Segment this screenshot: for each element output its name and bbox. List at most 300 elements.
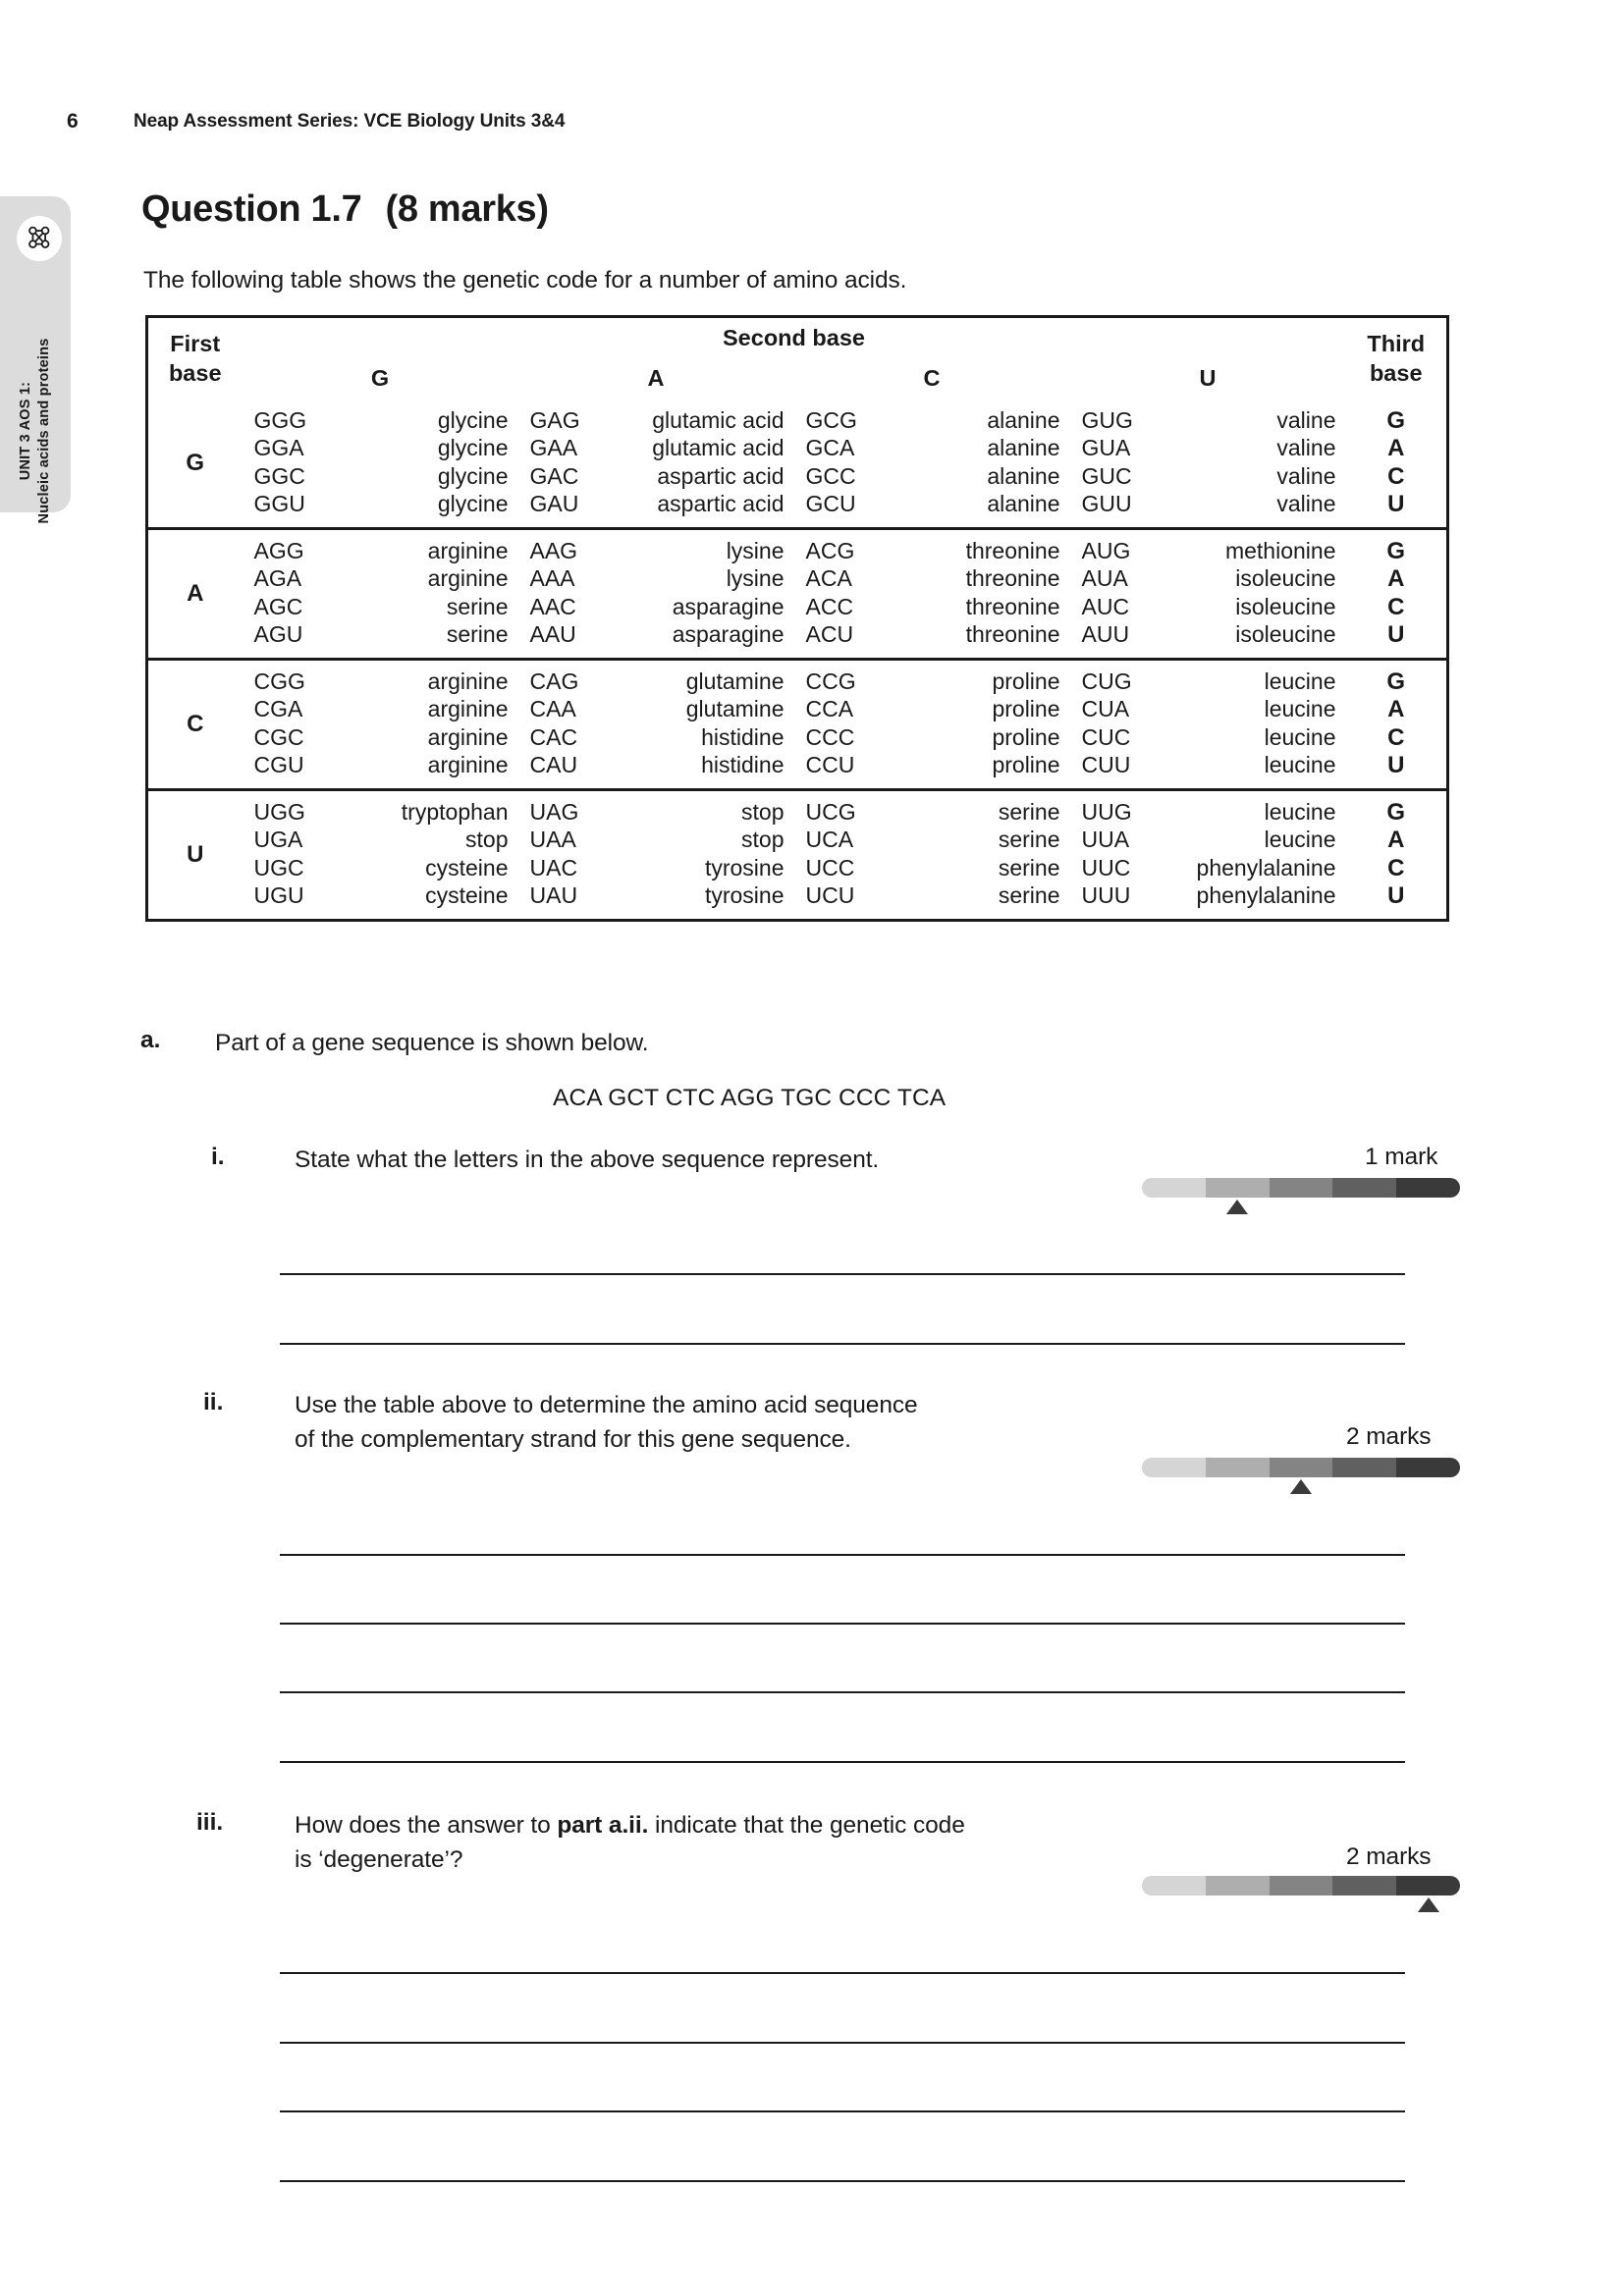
amino-acid-name: serine bbox=[998, 882, 1060, 908]
codon-triplet: GGG bbox=[253, 406, 307, 433]
codon-triplet: GUC bbox=[1081, 462, 1132, 489]
codon-entry bbox=[1070, 724, 1346, 753]
answer-line[interactable] bbox=[280, 1273, 1405, 1275]
codon-entry bbox=[243, 752, 518, 780]
third-base-value: U bbox=[1387, 621, 1405, 648]
difficulty-segment-2 bbox=[1206, 1458, 1270, 1477]
amino-acid-name: arginine bbox=[427, 696, 509, 721]
codon-group-cell bbox=[1070, 528, 1346, 659]
codon-triplet: CUU bbox=[1081, 752, 1131, 777]
codon-entry bbox=[518, 668, 794, 697]
amino-acid-name: glycine bbox=[437, 491, 509, 516]
part-a-letter: a. bbox=[140, 1027, 161, 1053]
codon-triplet: UGC bbox=[253, 854, 304, 881]
codon-triplet: GUG bbox=[1081, 406, 1133, 433]
part-aiii-marks: 2 marks bbox=[1346, 1843, 1432, 1870]
amino-acid-name: proline bbox=[992, 723, 1060, 750]
codon-triplet: GGA bbox=[253, 435, 304, 460]
amino-acid-name: leucine bbox=[1264, 752, 1336, 777]
codon-group-cell bbox=[518, 528, 794, 659]
part-aiii-text-line1 bbox=[295, 1809, 965, 1842]
codon-entry bbox=[243, 855, 518, 883]
codon-triplet: UAA bbox=[529, 827, 576, 852]
codon-triplet: CAG bbox=[529, 667, 579, 694]
codon-triplet: GAG bbox=[529, 406, 580, 433]
amino-acid-name: arginine bbox=[427, 537, 509, 563]
answer-line[interactable] bbox=[280, 1972, 1405, 1974]
codon-entry bbox=[518, 463, 794, 492]
part-aiii-text-b: indicate that the genetic code bbox=[648, 1812, 965, 1839]
header-col-A: A bbox=[647, 365, 665, 391]
codon-triplet: ACU bbox=[805, 621, 854, 647]
header-first-base bbox=[147, 317, 243, 400]
answer-line[interactable] bbox=[280, 2110, 1405, 2112]
third-base-value: G bbox=[1386, 798, 1406, 826]
codon-entry bbox=[243, 724, 518, 753]
amino-acid-name: asparagine bbox=[672, 621, 785, 647]
codon-triplet: CGU bbox=[253, 752, 304, 777]
amino-acid-name: proline bbox=[992, 667, 1060, 694]
amino-acid-name: leucine bbox=[1264, 667, 1336, 694]
amino-acid-name: lysine bbox=[726, 537, 785, 563]
codon-triplet: CGA bbox=[253, 696, 303, 721]
amino-acid-name: aspartic acid bbox=[657, 491, 785, 516]
difficulty-segment-5 bbox=[1396, 1178, 1460, 1198]
answer-line[interactable] bbox=[280, 1691, 1405, 1693]
codon-triplet: AUA bbox=[1081, 565, 1128, 591]
amino-acid-name: valine bbox=[1276, 491, 1336, 516]
amino-acid-name: tyrosine bbox=[704, 854, 785, 881]
answer-line[interactable] bbox=[280, 2180, 1405, 2182]
codon-entry bbox=[1070, 752, 1346, 780]
codon-group-cell bbox=[518, 659, 794, 789]
amino-acid-name: lysine bbox=[726, 565, 785, 591]
part-ai-difficulty-bar bbox=[1142, 1178, 1460, 1198]
amino-acid-name: arginine bbox=[427, 752, 509, 777]
codon-entry bbox=[243, 463, 518, 492]
table-row bbox=[147, 528, 1448, 659]
codon-triplet: GGC bbox=[253, 462, 305, 489]
part-ai-difficulty-marker bbox=[1226, 1200, 1248, 1214]
amino-acid-name: glutamine bbox=[685, 667, 785, 694]
codon-entry bbox=[794, 594, 1070, 622]
difficulty-segment-3 bbox=[1270, 1458, 1333, 1477]
side-tab-line-1: UNIT 3 AOS 1: bbox=[18, 381, 33, 481]
header-col-G: G bbox=[370, 365, 390, 391]
codon-group-cell bbox=[794, 659, 1070, 789]
amino-acid-name: isoleucine bbox=[1235, 593, 1336, 619]
codon-triplet: GUU bbox=[1081, 491, 1132, 516]
genetic-code-table bbox=[145, 315, 1449, 922]
codon-entry bbox=[518, 594, 794, 622]
codon-triplet: GUA bbox=[1081, 435, 1131, 460]
amino-acid-name: glycine bbox=[437, 406, 509, 433]
amino-acid-name: leucine bbox=[1264, 696, 1336, 721]
codon-triplet: GAU bbox=[529, 491, 579, 516]
amino-acid-name: isoleucine bbox=[1235, 621, 1336, 647]
amino-acid-name: serine bbox=[998, 827, 1060, 852]
header-second-base: Second base bbox=[723, 324, 865, 350]
codon-entry bbox=[794, 696, 1070, 724]
codon-triplet: AAC bbox=[529, 593, 576, 619]
codon-entry bbox=[794, 724, 1070, 753]
amino-acid-name: serine bbox=[998, 798, 1060, 825]
codon-entry bbox=[794, 491, 1070, 519]
codon-group-cell bbox=[243, 400, 518, 529]
codon-triplet: CCU bbox=[805, 752, 855, 777]
codon-triplet: GAA bbox=[529, 435, 578, 460]
table-row bbox=[147, 789, 1448, 920]
codon-entry bbox=[243, 696, 518, 724]
question-heading bbox=[141, 188, 549, 231]
codon-entry bbox=[1070, 565, 1346, 594]
third-base-cell bbox=[1346, 528, 1448, 659]
third-base-value: C bbox=[1387, 854, 1405, 881]
codon-triplet: UAC bbox=[529, 854, 578, 881]
codon-entry bbox=[518, 827, 794, 855]
third-base-value: U bbox=[1387, 882, 1405, 909]
difficulty-segment-1 bbox=[1142, 1876, 1206, 1896]
codon-entry bbox=[243, 668, 518, 697]
third-base-cell bbox=[1346, 400, 1448, 529]
codon-entry bbox=[243, 621, 518, 650]
amino-acid-name: phenylalanine bbox=[1196, 854, 1336, 881]
codon-triplet: CGG bbox=[253, 667, 305, 694]
first-base-cell: C bbox=[147, 659, 243, 789]
codon-entry bbox=[243, 594, 518, 622]
codon-group-cell bbox=[794, 528, 1070, 659]
codon-triplet: ACC bbox=[805, 593, 854, 619]
amino-acid-name: alanine bbox=[987, 435, 1060, 460]
part-aiii-difficulty-bar bbox=[1142, 1876, 1460, 1896]
codon-triplet: UUA bbox=[1081, 827, 1130, 852]
codon-group-cell bbox=[794, 789, 1070, 920]
codon-group-cell bbox=[1070, 659, 1346, 789]
amino-acid-name: proline bbox=[992, 752, 1060, 777]
codon-entry bbox=[1070, 594, 1346, 622]
amino-acid-name: phenylalanine bbox=[1196, 882, 1336, 908]
third-base-value: A bbox=[1387, 827, 1405, 853]
running-header-title: Neap Assessment Series: VCE Biology Units 3&4 bbox=[134, 111, 566, 132]
amino-acid-name: serine bbox=[446, 593, 509, 619]
unit-side-tab bbox=[0, 196, 71, 524]
codon-entry bbox=[794, 882, 1070, 911]
codon-entry bbox=[794, 752, 1070, 780]
amino-acid-name: cysteine bbox=[425, 854, 509, 881]
codon-triplet: AGG bbox=[253, 537, 304, 563]
part-aiii-difficulty-marker bbox=[1418, 1897, 1439, 1912]
codon-entry bbox=[518, 724, 794, 753]
third-base-cell bbox=[1346, 789, 1448, 920]
codon-table-body bbox=[147, 400, 1448, 921]
codon-triplet: GCC bbox=[805, 462, 856, 489]
codon-triplet: UAU bbox=[529, 882, 578, 908]
codon-triplet: UUC bbox=[1081, 854, 1131, 881]
codon-entry bbox=[794, 855, 1070, 883]
codon-triplet: AGC bbox=[253, 593, 303, 619]
third-base-value: C bbox=[1387, 723, 1405, 751]
header-third-base-line2: base bbox=[1369, 360, 1423, 387]
codon-entry bbox=[518, 855, 794, 883]
codon-triplet: UGA bbox=[253, 827, 303, 852]
amino-acid-name: isoleucine bbox=[1235, 565, 1336, 591]
codon-triplet: UCC bbox=[805, 854, 855, 881]
difficulty-segment-2 bbox=[1206, 1876, 1270, 1896]
codon-triplet: CAA bbox=[529, 696, 576, 721]
header-first-base-line2: base bbox=[168, 360, 222, 387]
codon-entry bbox=[518, 752, 794, 780]
side-tab-label bbox=[0, 273, 71, 589]
codon-entry bbox=[1070, 538, 1346, 566]
third-base-value: A bbox=[1387, 565, 1405, 592]
codon-triplet: UCG bbox=[805, 798, 856, 825]
codon-entry bbox=[794, 799, 1070, 828]
third-base-value: G bbox=[1386, 406, 1406, 434]
codon-triplet: UAG bbox=[529, 798, 579, 825]
codon-entry bbox=[1070, 407, 1346, 436]
codon-entry bbox=[794, 435, 1070, 463]
part-aii-difficulty-marker bbox=[1290, 1479, 1312, 1494]
codon-entry bbox=[1070, 882, 1346, 911]
codon-triplet: UGG bbox=[253, 798, 305, 825]
codon-group-cell bbox=[794, 400, 1070, 529]
amino-acid-name: valine bbox=[1276, 406, 1336, 433]
answer-line[interactable] bbox=[280, 1623, 1405, 1625]
codon-entry bbox=[518, 882, 794, 911]
amino-acid-name: arginine bbox=[427, 723, 509, 750]
codon-triplet: AUG bbox=[1081, 537, 1131, 563]
part-aiii-text-line2: is ‘degenerate’? bbox=[295, 1846, 463, 1873]
amino-acid-name: glutamic acid bbox=[652, 406, 785, 433]
difficulty-segment-1 bbox=[1142, 1178, 1206, 1198]
amino-acid-name: proline bbox=[992, 696, 1060, 721]
codon-entry bbox=[243, 565, 518, 594]
part-a-text: Part of a gene sequence is shown below. bbox=[215, 1030, 649, 1056]
codon-triplet: AUC bbox=[1081, 593, 1130, 619]
codon-entry bbox=[794, 621, 1070, 650]
difficulty-segment-2 bbox=[1206, 1178, 1270, 1198]
amino-acid-name: leucine bbox=[1264, 723, 1336, 750]
third-base-value: G bbox=[1386, 537, 1406, 564]
codon-entry bbox=[243, 882, 518, 911]
codon-entry bbox=[243, 827, 518, 855]
table-header-row-1 bbox=[147, 317, 1448, 358]
first-base-cell: G bbox=[186, 449, 205, 476]
difficulty-segment-4 bbox=[1332, 1876, 1396, 1896]
codon-triplet: CUC bbox=[1081, 723, 1131, 750]
codon-triplet: CAU bbox=[529, 752, 578, 777]
codon-entry bbox=[794, 827, 1070, 855]
part-aiii-numeral: iii. bbox=[196, 1809, 224, 1836]
part-ai-numeral: i. bbox=[211, 1144, 225, 1170]
codon-entry bbox=[1070, 435, 1346, 463]
codon-entry bbox=[518, 435, 794, 463]
question-intro-text: The following table shows the genetic code for a number of amino acids. bbox=[143, 267, 907, 294]
codon-group-cell bbox=[518, 400, 794, 529]
codon-entry bbox=[518, 799, 794, 828]
difficulty-segment-3 bbox=[1270, 1178, 1333, 1198]
difficulty-segment-3 bbox=[1270, 1876, 1333, 1896]
part-aii-numeral: ii. bbox=[203, 1389, 224, 1415]
codon-triplet: GCG bbox=[805, 406, 857, 433]
codon-group-cell bbox=[243, 659, 518, 789]
table-header-row-2 bbox=[147, 358, 1448, 400]
amino-acid-name: histidine bbox=[701, 723, 785, 750]
difficulty-segment-1 bbox=[1142, 1458, 1206, 1477]
amino-acid-name: alanine bbox=[987, 491, 1060, 516]
codon-triplet: CUA bbox=[1081, 696, 1130, 721]
codon-triplet: UGU bbox=[253, 882, 304, 908]
codon-triplet: AAA bbox=[529, 565, 575, 591]
amino-acid-name: glutamic acid bbox=[652, 435, 785, 460]
header-col-C: C bbox=[923, 365, 941, 391]
codon-triplet: CCA bbox=[805, 696, 854, 721]
third-base-value: A bbox=[1387, 435, 1405, 461]
amino-acid-name: methionine bbox=[1224, 537, 1336, 563]
difficulty-segment-4 bbox=[1332, 1458, 1396, 1477]
codon-triplet: GCA bbox=[805, 435, 855, 460]
amino-acid-name: arginine bbox=[427, 667, 509, 694]
codon-entry bbox=[794, 407, 1070, 436]
header-third-base bbox=[1346, 317, 1448, 400]
codon-triplet: AAU bbox=[529, 621, 576, 647]
codon-triplet: CGC bbox=[253, 723, 304, 750]
codon-entry bbox=[518, 565, 794, 594]
third-base-value: C bbox=[1387, 593, 1405, 620]
amino-acid-name: valine bbox=[1276, 462, 1336, 489]
table-row bbox=[147, 659, 1448, 789]
amino-acid-name: stop bbox=[465, 827, 509, 852]
header-col-U: U bbox=[1199, 365, 1217, 391]
part-aiii-text-a: How does the answer to bbox=[295, 1812, 558, 1839]
codon-entry bbox=[243, 407, 518, 436]
amino-acid-name: stop bbox=[741, 798, 785, 825]
codon-entry bbox=[1070, 621, 1346, 650]
gene-sequence: ACA GCT CTC AGG TGC CCC TCA bbox=[553, 1085, 947, 1111]
molecule-icon bbox=[17, 216, 62, 261]
amino-acid-name: alanine bbox=[987, 462, 1060, 489]
codon-group-cell bbox=[518, 789, 794, 920]
amino-acid-name: threonine bbox=[965, 593, 1060, 619]
amino-acid-name: glycine bbox=[437, 435, 509, 460]
question-title: Question 1.7 bbox=[141, 188, 362, 230]
amino-acid-name: histidine bbox=[701, 752, 785, 777]
amino-acid-name: leucine bbox=[1264, 827, 1336, 852]
answer-line[interactable] bbox=[280, 1554, 1405, 1556]
third-base-value: A bbox=[1387, 696, 1405, 722]
part-aii-difficulty-bar bbox=[1142, 1458, 1460, 1477]
codon-triplet: GCU bbox=[805, 491, 856, 516]
amino-acid-name: stop bbox=[741, 827, 785, 852]
first-base-cell: U bbox=[147, 789, 243, 920]
amino-acid-name: serine bbox=[446, 621, 509, 647]
codon-triplet: AUU bbox=[1081, 621, 1130, 647]
answer-line[interactable] bbox=[280, 1761, 1405, 1763]
codon-entry bbox=[243, 799, 518, 828]
third-base-cell bbox=[1346, 659, 1448, 789]
third-base-value: G bbox=[1386, 667, 1406, 695]
codon-triplet: CAC bbox=[529, 723, 578, 750]
codon-entry bbox=[518, 407, 794, 436]
codon-triplet: CUG bbox=[1081, 667, 1132, 694]
part-aii-text-line1: Use the table above to determine the amino acid sequence bbox=[295, 1392, 918, 1418]
codon-group-cell bbox=[1070, 400, 1346, 529]
codon-triplet: UCA bbox=[805, 827, 854, 852]
codon-entry bbox=[794, 668, 1070, 697]
codon-triplet: UCU bbox=[805, 882, 855, 908]
codon-triplet: GAC bbox=[529, 462, 579, 489]
codon-entry bbox=[794, 463, 1070, 492]
amino-acid-name: asparagine bbox=[672, 593, 785, 619]
codon-entry bbox=[1070, 799, 1346, 828]
amino-acid-name: glutamine bbox=[685, 696, 785, 721]
codon-triplet: ACG bbox=[805, 537, 855, 563]
first-base-cell: A bbox=[147, 528, 243, 659]
codon-entry bbox=[1070, 696, 1346, 724]
table-row bbox=[147, 400, 1448, 529]
codon-entry bbox=[1070, 491, 1346, 519]
third-base-value: U bbox=[1387, 752, 1405, 778]
codon-triplet: AGA bbox=[253, 565, 302, 591]
codon-triplet: UUG bbox=[1081, 798, 1132, 825]
amino-acid-name: serine bbox=[998, 854, 1060, 881]
codon-entry bbox=[1070, 668, 1346, 697]
codon-entry bbox=[794, 565, 1070, 594]
side-tab-line-2: Nucleic acids and proteins bbox=[36, 338, 52, 524]
codon-entry bbox=[243, 435, 518, 463]
codon-entry bbox=[518, 538, 794, 566]
amino-acid-name: threonine bbox=[965, 621, 1060, 647]
codon-entry bbox=[518, 491, 794, 519]
codon-triplet: AAG bbox=[529, 537, 578, 563]
codon-triplet: AGU bbox=[253, 621, 303, 647]
codon-entry bbox=[794, 538, 1070, 566]
third-base-value: C bbox=[1387, 462, 1405, 490]
amino-acid-name: cysteine bbox=[425, 882, 509, 908]
codon-triplet: CCG bbox=[805, 667, 856, 694]
header-first-base-line1: First bbox=[170, 331, 221, 357]
amino-acid-name: glycine bbox=[437, 462, 509, 489]
amino-acid-name: alanine bbox=[987, 406, 1060, 433]
codon-entry bbox=[243, 538, 518, 566]
amino-acid-name: threonine bbox=[965, 565, 1060, 591]
codon-triplet: ACA bbox=[805, 565, 852, 591]
amino-acid-name: valine bbox=[1276, 435, 1336, 460]
part-aiii-text-bold: part a.ii. bbox=[557, 1812, 649, 1839]
codon-entry bbox=[518, 696, 794, 724]
codon-triplet: CCC bbox=[805, 723, 855, 750]
codon-group-cell bbox=[1070, 789, 1346, 920]
codon-entry bbox=[1070, 855, 1346, 883]
codon-group-cell bbox=[243, 789, 518, 920]
part-ai-text: State what the letters in the above sequence represent. bbox=[295, 1147, 880, 1173]
amino-acid-name: arginine bbox=[427, 565, 509, 591]
answer-line[interactable] bbox=[280, 1343, 1405, 1345]
part-aii-marks: 2 marks bbox=[1346, 1423, 1432, 1450]
codon-entry bbox=[518, 621, 794, 650]
header-third-base-line1: Third bbox=[1367, 331, 1426, 357]
part-aii-text-line2: of the complementary strand for this gene sequence. bbox=[295, 1426, 851, 1453]
difficulty-segment-5 bbox=[1396, 1458, 1460, 1477]
difficulty-segment-5 bbox=[1396, 1876, 1460, 1896]
part-ai-marks: 1 mark bbox=[1365, 1144, 1438, 1170]
amino-acid-name: leucine bbox=[1264, 798, 1336, 825]
answer-line[interactable] bbox=[280, 2042, 1405, 2044]
amino-acid-name: threonine bbox=[965, 537, 1060, 563]
third-base-value: U bbox=[1387, 491, 1405, 517]
codon-triplet: GGU bbox=[253, 491, 305, 516]
codon-entry bbox=[243, 491, 518, 519]
